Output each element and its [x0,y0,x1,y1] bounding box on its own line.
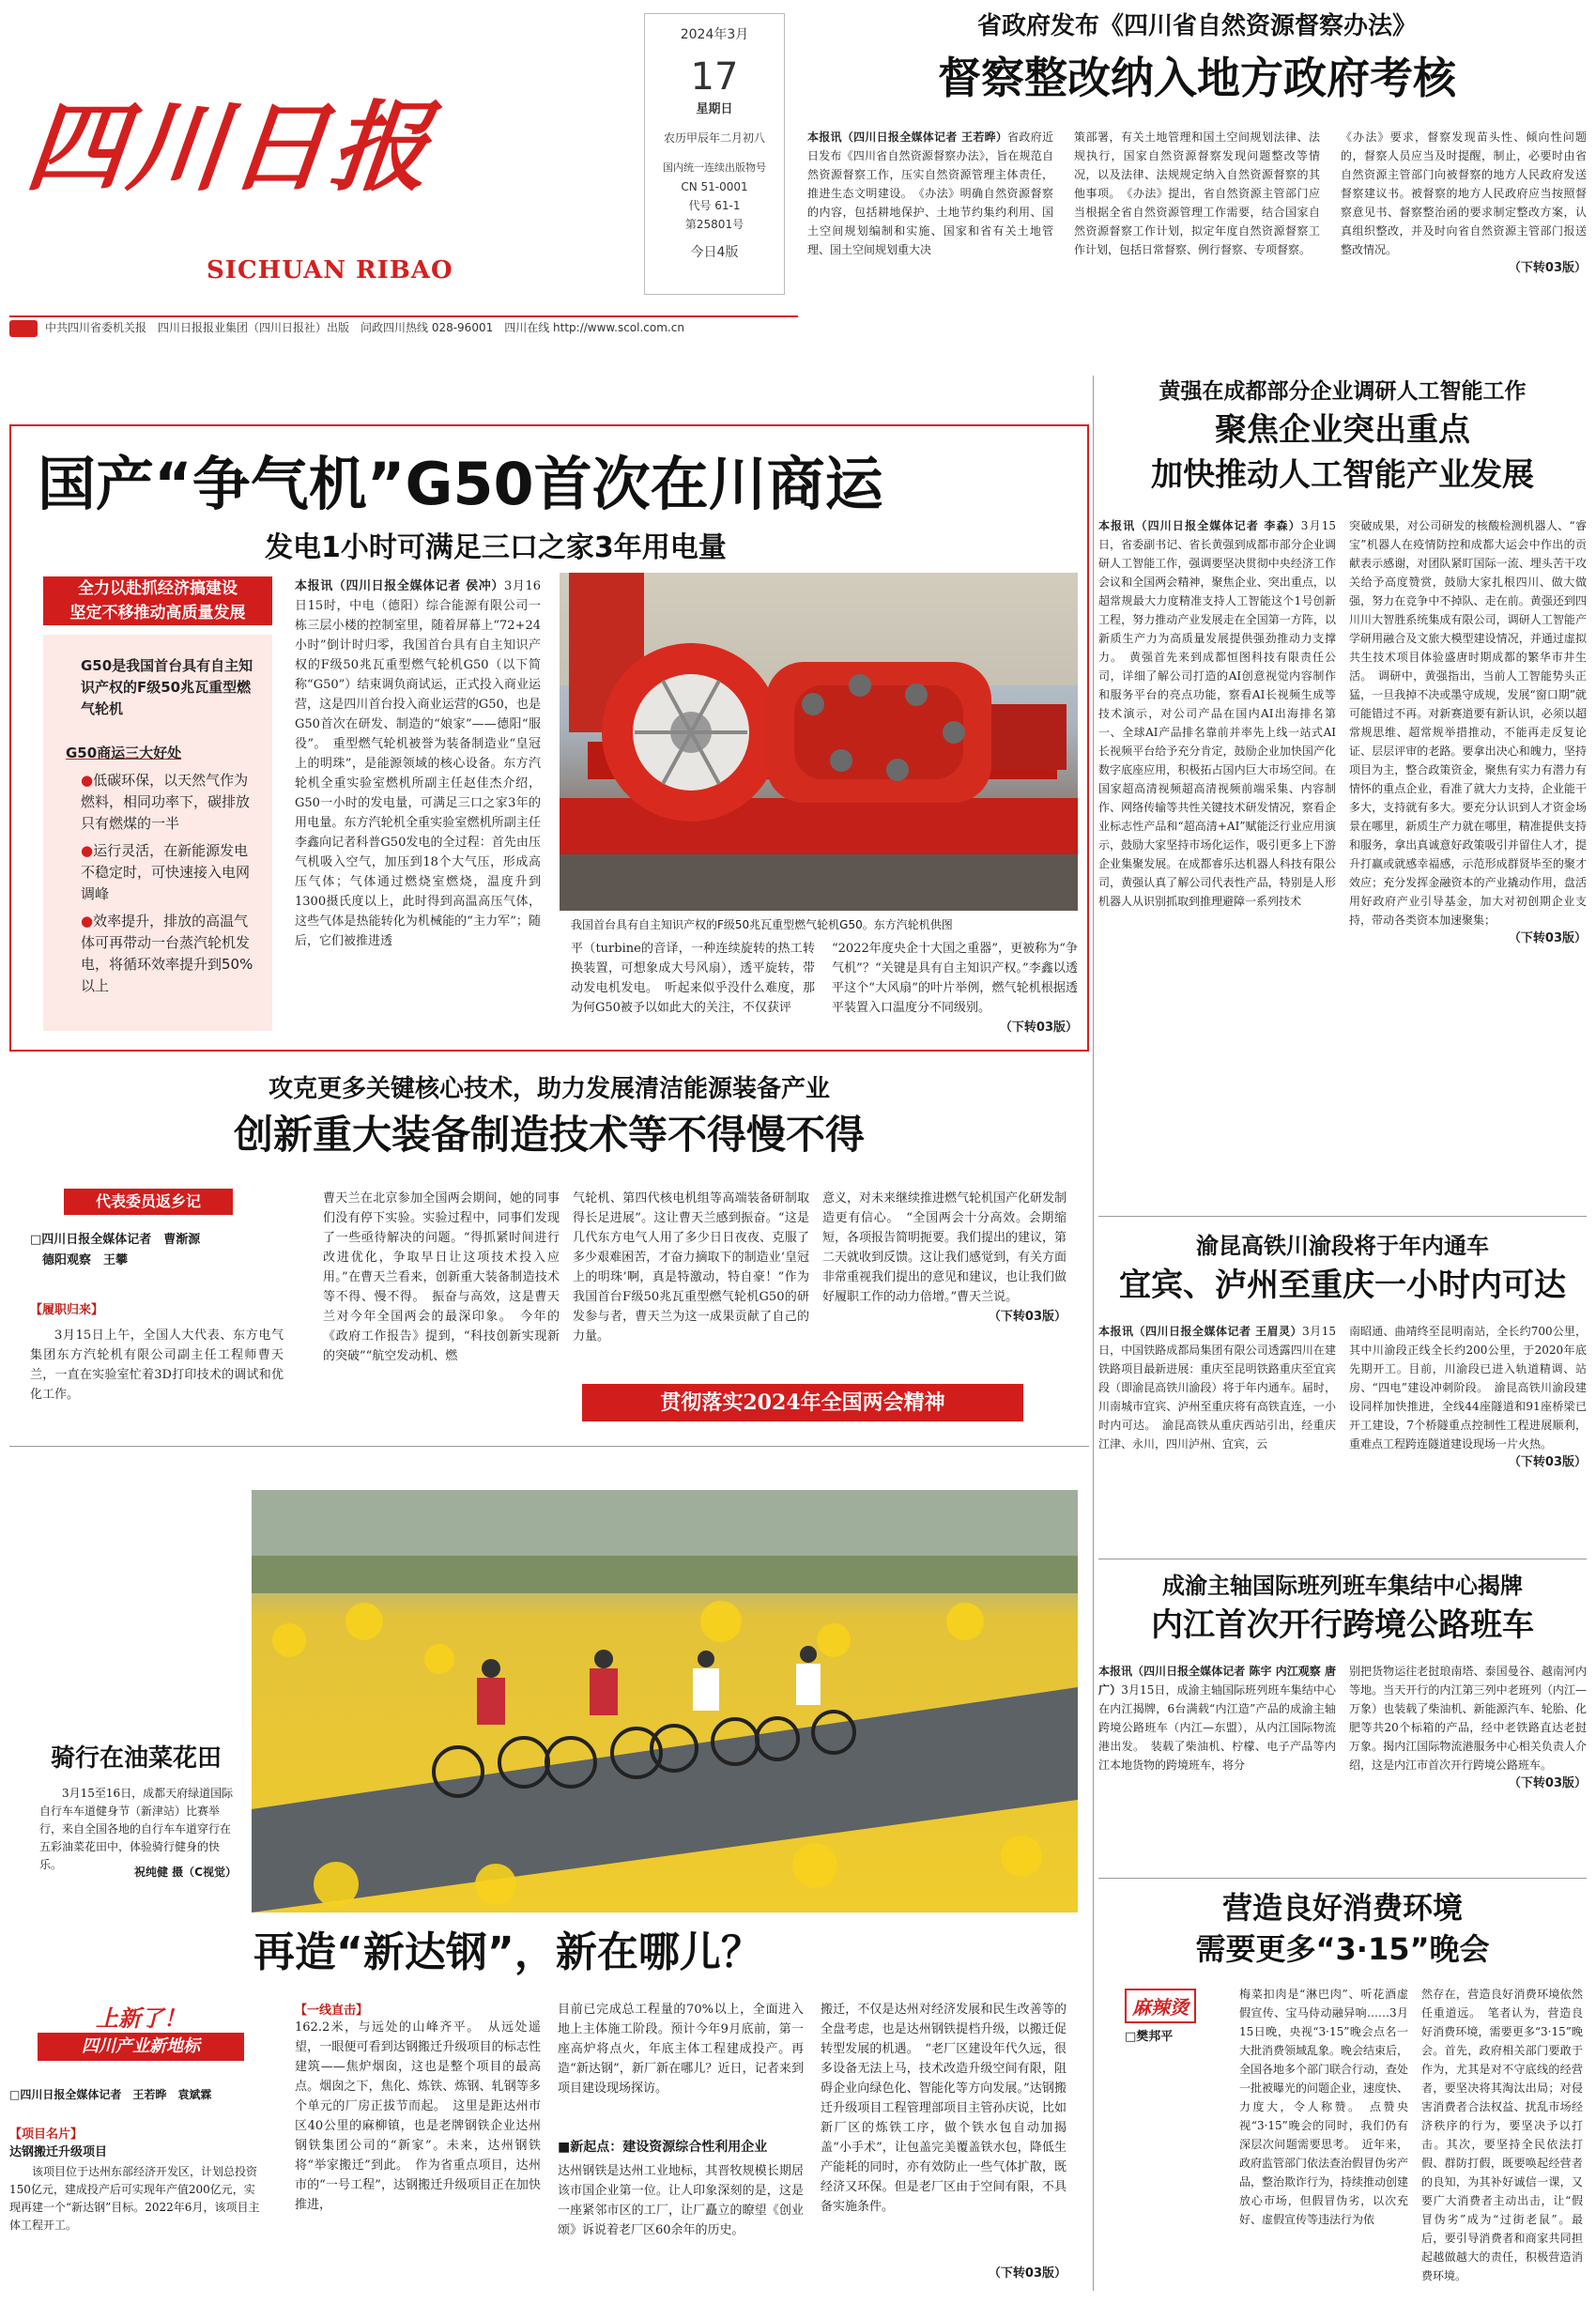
masthead [19,17,453,284]
consumer-author: □樊邦平 [1125,2030,1174,2044]
steel-byline: □四川日报全媒体记者 王若晔 袁斌霖 [9,2088,212,2101]
date-lunar: 农历甲辰年二月初八 [663,131,765,145]
equip-section: 【履职归来】 [30,1303,104,1317]
turbine-caption: 我国首台具有自主知识产权的F级50兆瓦重型燃气轮机G50。东方汽轮机供图 [571,918,953,931]
bike-caption: 3月15至16日，成都天府绿道国际自行车车道健身节（新津站）比赛举行，来自全国各地的自行车车道穿行在五彩油菜花田中，体验骑行健身的快乐。 [39,1787,234,1871]
consumer-title1: 营造良好消费环境 [1221,1890,1463,1926]
g50-adv-item: ●低碳环保，以天然气作为燃料，相同功率下，碳排放只有燃煤的一半 [81,772,251,832]
turbine-photo [560,573,1078,911]
g50-adv-item: ●运行灵活，在新能源发电不稳定时，可快速接入电网调峰 [81,842,251,902]
date-yearmonth: 2024年3月 [680,27,749,42]
bike-photo-block [9,1460,1089,1911]
steel-card-name: 达钢搬迁升级项目 [9,2145,108,2159]
lead-kicker: 省政府发布《四川省自然资源督察办法》 [976,12,1417,40]
g50-adv-title: G50商运三大好处 [66,745,182,761]
equip-kicker: 攻克更多关键核心技术，助力发展清洁能源装备产业 [268,1075,830,1103]
g50-col1: 本报讯（四川日报全媒体记者 侯冲）3月16日15时，中电（德阳）综合能源有限公司一栋三层小楼的控制室里，随着屏幕上“72+24小时”倒计时归零，我国首台具有自主知识产权的F级50兆瓦重型燃气轮机G50（以下简称“G50”）结束调负商试运，正式投入商业运营，这是四川首台投入商业运营的G50，也是G50首次在研发、制造的“娘家”——德阳“服役”。 重型燃气轮机被誉为装备制造业“皇冠上的明珠”，是能源领域的核心设备。东方汽轮机全重实验室燃机所副主任赵佳杰介绍，G50一小时的发电量，可满足三口之家3年的用电量。东方汽轮机全重实验室燃机所副主任李鑫向记者科普G50发电的全过程：首先由压气机吸入空气，加压到18个大气压，形成高压气体；气体通过燃烧室燃烧，温度升到1300摄氏度以上，此时得到高温高压气体，这些气体是热能转化为机械能的“主力军”；随后，它们被推进透 [295,579,541,948]
steel-card-label: 【项目名片】 [9,2127,84,2142]
g50-fact-box [43,635,272,1031]
rail-col1: 本报讯（四川日报全媒体记者 王眉灵）3月15日，中国铁路成都局集团有限公司透露四川在建铁路项目最新进展：重庆至昆明铁路重庆至宜宾段（即渝昆高铁川渝段）将于年内通车。届时，川南城市宜宾、泸州至重庆将有高铁直连，一小时内可达。 渝昆高铁从重庆西站引出，经重庆江津、永川，四川泸州、宜宾，云 [1098,1325,1336,1451]
equip-col1: 3月15日上午，全国人大代表、东方电气集团东方汽轮机有限公司副主任工程师曹天兰，一直在实验室忙着3D打印技术的调试和优化工作。 [30,1329,284,1402]
lead-byline: 本报讯（四川日报全媒体记者 王若晔） [807,131,1008,144]
equip-col2: 曹天兰在北京参加全国两会期间，她的同事们没有停下实验。实验过程中，同事们发现了一些亟待解决的问题。“得抓紧时间进行改进优化，争取早日让这项技术投入应用。”在曹天兰看来，创新重大装备制造技术等不得、慢不得。 振奋与高效，这是曹天兰对今年全国两会的最深印象。 今年的《政府工作报告》提到，“科技创新实现新的突破”“航空发动机、燃 [323,1191,560,1363]
rail-col2: 南昭通、曲靖终至昆明南站，全长约700公里，其中川渝段正线全长约200公里，于2020年底先期开工。目前，川渝段已进入轨道精调、站房、“四电”建设冲刺阶段。 渝昆高铁川渝段建设同样加快推进，全线44座隧道和91座桥梁已开工建设，7个桥隧重点控制性工程进展顺利，重难点工程跨连隧道建设现场一片火热。 （下转03版） [1349,1325,1587,1469]
ai-title2: 加快推动人工智能产业发展 [1151,456,1534,494]
date-code: 代号 61-1 [688,199,741,212]
consumer-title2: 需要更多“3·15”晚会 [1195,1931,1490,1967]
bike-illustration [252,1490,1078,1912]
g50-story [9,424,1089,1052]
rail-title: 宜宾、泸州至重庆一小时内可达 [1119,1267,1566,1304]
lead-title: 督察整改纳入地方政府考核 [938,53,1456,103]
g50-adv-item: ●效率提升，排放的高温气体可再带动一台蒸汽轮机发电，将循环效率提升到50%以上 [81,913,253,994]
steel-col2: 【一线直击】 162.2米，与远处的山峰齐平。 从远处遥望，一眼便可看到达钢搬迁升级项目的标志性建筑——焦炉烟囱，这也是整个项目的最高点。烟囱之下，焦化、炼铁、炼钢、轧钢等多个单元的厂房正拔节而起。 这里是距达州市区40公里的麻柳镇，也是老牌钢铁企业达州钢铁集团公司的“新家”。未来，达州钢铁将“举家搬迁”到此。 作为省重点项目，达州市的“一号工程”，达钢搬迁升级项目正在加快推进， [295,2004,541,2212]
bike-photo [252,1490,1078,1912]
turbine-illustration [560,573,1078,911]
equip-title: 创新重大装备制造技术等不得慢不得 [233,1112,865,1158]
date-block [644,13,785,295]
equip-col3: 气轮机、第四代核电机组等高端装备研制取得长足进展”。这让曹天兰感到振奋。“这是几代东方电气人用了多少日日夜夜、克服了多少艰难困苦，才奋力摘取下的制造业‘皇冠上的明珠’啊，真是特激动，特自豪！”作为我国首台F级50兆瓦重型燃气轮机G50的研发参与者，曹天兰为这一成果贡献了自己的力量。 [573,1191,809,1344]
masthead-logo: 四川日报 [21,89,439,205]
g50-badge-line2: 坚定不移推动高质量发展 [43,601,272,625]
train-title: 内江首次开行跨境公路班车 [1151,1606,1534,1644]
separator [9,1446,1089,1447]
ai-col1: 本报讯（四川日报全媒体记者 李森）3月15日，省委副书记、省长黄强到成都市部分企业调研人工智能工作，强调要坚决贯彻中央经济工作会议和全国两会精神，聚焦企业、突出重点，以超常规最大力度精准支持人工智能这个1号创新工程，努力推动产业发展走在全国第一方阵，以新质生产力为高质量发展提供强劲推动力支撑力。 黄强首先来到成都恒图科技有限责任公司，详细了解公司打造的AI创意视觉内容制作和服务平台的亮点功能，察看AI长视频生成等技术演示，对公司产品在国内AI出海排名第一、全球AI产品排名靠前并率先上线一站式AI长视频平台给予充分肯定，鼓励企业加快国产化数字底座应用，积极拓占国内巨大市场空间。在国家超高清视频超高清视频前端采集、内容制作、网络传输等共性关键技术研发情况，察看企业标志性产品和“超高清+AI”赋能泛行业应用演示，鼓励大家坚持市场化运作，吸引更多上下游企业集聚发展。在成都睿乐达机器人科技有限公司，黄强认真了解公司代表性产品，特别是人形机器人从识别抓取到推理避障一系列技术 [1098,519,1336,908]
equip-story [9,1070,1089,1436]
lead-col1: 省政府近日发布《四川省自然资源督察办法》，旨在规范自然资源督察工作，压实自然资源管理主体责任，推进生态文明建设。 《办法》明确自然资源督察的内容，包括耕地保护、土地节约集约利用、国土空间规划编制和实施、国家和省有关土地管理、国土空间规划重大决 [807,131,1053,256]
lead-story [807,9,1587,319]
date-issn-label: 国内统一连续出版物号 [663,161,766,174]
publisher-line [9,315,798,340]
g50-col2: 平（turbine的音译，一种连续旋转的热工转换装置，可想象成大号风扇），透平旋转，带动发电机发电。 听起来似乎没什么难度，那为何G50被予以如此大的关注，不仅获评 [571,942,815,1015]
consumer-tag: 麻辣烫 [1125,1989,1196,2023]
g50-subtitle: 发电1小时可满足三口之家3年用电量 [265,531,727,564]
consumer-story [1098,1887,1587,2296]
consumer-col2: 然存在，营造良好消费环境依然任重道远。 笔者认为，营造良好消费环境，需要更多“3·15”晚会。首先，政府相关部门要敢于作为，尤其是对不守底线的经营者，要坚决将其淘汰出局；对侵害消费者合法权益、扰乱市场经济秩序的行为，要坚决予以打击。其次，要坚持全民依法打假、群防打假，既要唤起经营者的良知，为其补好诚信一课，又要广大消费者主动出击，让“假冒伪劣”成为“过街老鼠”。最后，要引导消费者和商家共同担起越做越大的责任，积极营造消费环境。 [1421,1988,1583,2282]
date-pages: 今日4版 [690,245,739,260]
equip-byline: □四川日报全媒体记者 曹渐源 德阳观察 王攀 [30,1233,201,1267]
equip-tag: 代表委员返乡记 [64,1189,233,1215]
ai-story [1098,376,1587,1181]
lead-col2: 策部署，有关土地管理和国土空间规划法律、法规执行，国家自然资源督察发现问题整改等情况，以及法律、法规规定纳入自然资源督察的其他事项。 《办法》提出，省自然资源主管部门应当根据全省自然资源管理工作需要，结合国家自然资源督察工作计划，拟定年度自然资源督察工作计划，包括日常督察、例行督察、专项督察。 [1074,131,1320,256]
consumer-col1: 梅菜扣肉是“淋巴肉”、听花酒虚假宣传、宝马侍动融异响……3月15日晚，央视“3·15”晚会点名一大批消费领域乱象。晚会结束后，全国各地多个部门联合行动，查处一批被曝光的问题企业，速度快、力度大，令人称赞。 点赞央视“3·15”晚会的同时，我们仍有深层次问题需要思考。 近年来，政府监管部门依法查治假冒伪劣产品，整治欺诈行为，持续推动创建放心市场，但假冒伪劣，以次充好、虚假宣传等违法行为依 [1239,1988,1408,2226]
g50-badge [43,576,272,625]
ai-title1: 聚焦企业突出重点 [1215,411,1470,449]
steel-tag [38,2000,244,2061]
date-day: 17 [690,55,739,99]
steel-card [9,2111,263,2289]
ai-col2: 突破成果，对公司研发的核酸检测机器人、“睿宝”机器人在疫情防控和成都大运会中作出的贡献表示感谢，对团队紧盯国际一流、埋头苦干攻关给予高度赞赏，鼓励大家扎根四川、做大做强，努力在竞争中不掉队、走在前。黄强还到四川川大智胜系统集成有限公司，调研人工智能产学研用融合及文旅大模型建设情况，并通过虚拟共生技术项目体验盛唐时期成都的繁华市井生活。 调研中，黄强指出，当前人工智能势头正猛，一旦我掉不决或墨守成规，发展“窗口期”就可能错过不再。对新赛道要有新认识，必须以超常规思维、超常规举措推动，不能再走反复论证、层层评审的老路。要拿出决心和魄力，坚持项目为主，整合政策资金，聚焦有实力有潜力有情怀的重点企业，看准了就大力支持，企业能干多大，支持就有多大。要充分认识到人才资金场景在哪里，新质生产力就在哪里，精准提供支持和服务，拿出真诚意好政策吸引并留住人才，提升打赢或就感幸福感，示范形成群贤毕至的聚才效应；充分发挥金融资本的产业撬动作用，盘活用好政府产业引导基金，加大对初创期企业支持，带动各类资本加速聚集； （下转03版） [1349,519,1587,945]
train-col1: 本报讯（四川日报全媒体记者 陈宇 内江观察 唐广）3月15日，成渝主轴国际班列班车集结中心在内江揭牌，6台满载“内江造”产品的成渝主轴跨境公路班车（内江—东盟），从内江国际物流港出发。 装载了柴油机、柠檬、电子产品等内江本地货物的跨境班车，将分 [1098,1665,1336,1772]
nps-banner: 贯彻落实2024年全国两会精神 [582,1384,1023,1421]
masthead-pinyin: SICHUAN RIBAO [207,256,453,284]
g50-col3: “2022年度央企十大国之重器”，更被称为“争气机”？“关键是具有自主知识产权。”李鑫以透平这个“大风扇”的叶片举例，燃气轮机根据透平装置入口温度分不同级别。 （下转03版） [832,942,1078,1035]
g50-badge-line1: 全力以赴抓经济搞建设 [43,576,272,601]
steel-tag-line2: 四川产业新地标 [38,2033,244,2061]
steel-tag-line1: 上新了！ [96,2005,186,2032]
bike-title: 骑行在油菜花田 [51,1744,223,1773]
lead-col3: 《办法》要求，督察发现苗头性、倾向性问题的，督察人员应当及时提醒，制止，必要时由省自然资源主管部门向被督察的地方人民政府发送督察建议书。被督察的地方人民政府应当按照督察意见书、督察整治函的要求制定整改方案，认真组织整改，并及时向省自然资源主管部门报送整改情况。 [1341,131,1587,256]
steel-title: 再造“新达钢”，新在哪儿？ [253,1928,762,1976]
steel-col4: 搬迁，不仅是达州对经济发展和民生改善等的全盘考虑，也是达州钢铁提档升级，以搬迁促转型发展的机遇。 “老厂区建设年代久远，很多设备无法上马，技术改造升级空间有限，阻碍企业向绿色化、智能化等方向发展。”达钢搬迁升级项目工程管理部项目主管孙庆说，比如新厂区的炼铁工序，做个铁水包自动加揭盖“小手术”，让包盖完美覆盖铁水包，降低生产能耗的同时，亦有效防止一些气体扩散，既经济又环保。但是老厂区由于空间有限，不具备实施条件。 （下转03版） [821,2003,1067,2281]
train-col2: 别把货物运往老挝琅南塔、泰国曼谷、越南河内等地。当天开行的内江第三列中老班列（内江—万象）也装载了柴油机、新能源汽车、轮胎、化肥等共20个标箱的产品，经中老铁路直达老挝万象。揭内江国际物流港服务中心相关负责人介绍，这是内江市首次开行跨境公路班车。 （下转03版） [1349,1665,1587,1790]
train-kicker: 成渝主轴国际班列班车集结中心揭牌 [1162,1573,1523,1599]
publisher-logo-icon [9,320,38,337]
rail-kicker: 渝昆高铁川渝段将于年内通车 [1196,1233,1489,1259]
date-issue: 第25801号 [684,218,744,231]
steel-col3: 目前已完成总工程量的70%以上，全面进入地上主体施工阶段。预计今年9月底前，第一座高炉将点火，年底主体工程建成投产。再造“新达钢”，新厂新在哪儿？近日，记者来到项目建设现场探访。 ■新起点：建设资源综合性利用企业 达州钢铁是达州工业地标，其晋牧规模长期居该市国企业第一位。让人印象深刻的是，这是一座紧邻市区的工厂，让厂矗立的瞭望《创业颂》诉说着老厂区60余年的历史。 [558,2003,804,2237]
equip-col4: 意义，对未来继续推进燃气轮机国产化研发制造更有信心。 “全国两会十分高效。会期缩短，各项报告简明扼要。我们提出的建议，第二天就收到反馈。这让我们感觉到，有关方面非常重视我们提出的意见和建议，也让我们做好履职工作的动力倍增。”曹天兰说。 （下转03版） [822,1191,1067,1324]
rail-story [1098,1230,1587,1549]
date-issn: CN 51-0001 [681,180,748,193]
separator [1098,1216,1587,1217]
separator [1098,1878,1587,1879]
steel-story [9,1915,1089,2296]
ai-kicker: 黄强在成都部分企业调研人工智能工作 [1159,379,1527,404]
publisher-text: 中共四川省委机关报 四川日报报业集团（四川日报社）出版 问政四川热线 028-96001 四川在线 http://www.scol.com.cn [45,321,684,334]
train-story [1098,1570,1587,1870]
bike-credit: 祝纯健 摄（C视觉） [134,1866,237,1879]
g50-title: 国产“争气机”G50首次在川商运 [38,450,883,518]
separator [1093,376,1094,2291]
g50-fact: G50是我国首台具有自主知识产权的F级50兆瓦重型燃气轮机 [81,657,253,717]
steel-card-text: 该项目位于达州东部经济开发区，计划总投资150亿元，建成投产后可实现年产值200亿元，实现再建一个“新达钢”目标。2022年6月，该项目主体工程开工。 [9,2165,260,2232]
date-weekday: 星期日 [696,102,733,116]
lead-more: （下转03版） [1508,261,1587,275]
